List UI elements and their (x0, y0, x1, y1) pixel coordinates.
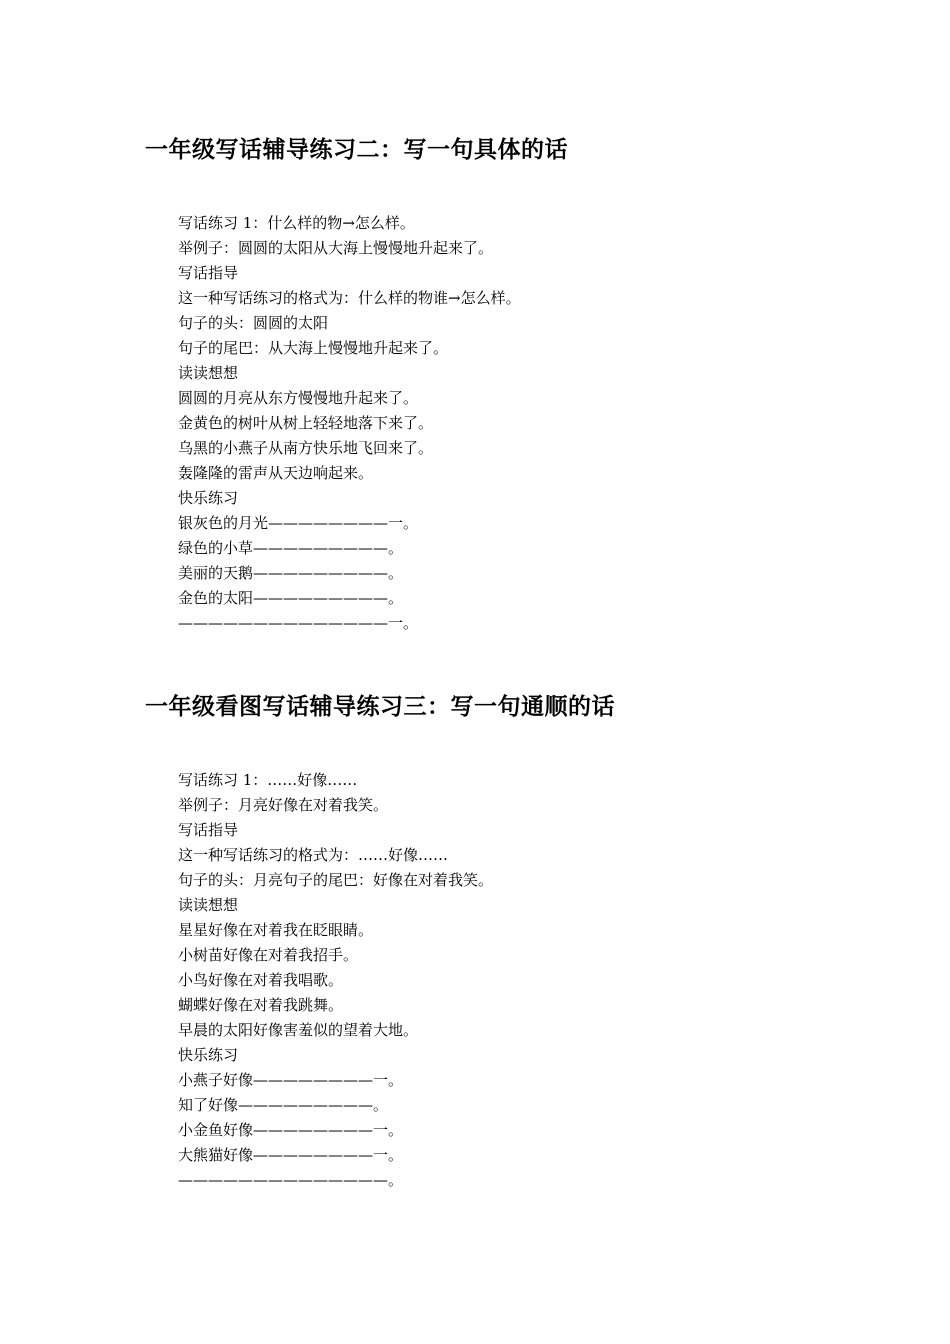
body-line: 小树苗好像在对着我招手。 (178, 946, 359, 964)
practice-blank-line: 小金鱼好像————————一。 (178, 1121, 404, 1139)
body-line: 写话练习 1：什么样的物→怎么样。 (178, 214, 415, 232)
practice-blank-line: 知了好像—————————。 (178, 1096, 389, 1114)
body-line: 蝴蝶好像在对着我跳舞。 (178, 996, 344, 1014)
section-body (178, 768, 493, 1193)
body-line: 写话练习 1：……好像…… (178, 771, 358, 789)
practice-blank-line: 小燕子好像————————一。 (178, 1071, 404, 1089)
practice-blank-line: 绿色的小草—————————。 (178, 539, 404, 557)
body-line: 读读想想 (178, 364, 239, 382)
practice-blank-line: ——————————————。 (178, 1171, 404, 1189)
body-line: 句子的尾巴：从大海上慢慢地升起来了。 (178, 339, 449, 357)
body-line: 小鸟好像在对着我唱歌。 (178, 971, 344, 989)
body-line: 星星好像在对着我在眨眼睛。 (178, 921, 374, 939)
body-line: 快乐练习 (178, 489, 239, 507)
body-line: 句子的头：月亮句子的尾巴：好像在对着我笑。 (178, 871, 494, 889)
body-line: 写话指导 (178, 821, 239, 839)
body-line: 圆圆的月亮从东方慢慢地升起来了。 (178, 389, 419, 407)
body-line: 轰隆隆的雷声从天边响起来。 (178, 464, 374, 482)
section-body (178, 211, 521, 636)
body-line: 早晨的太阳好像害羞似的望着大地。 (178, 1021, 419, 1039)
body-line: 读读想想 (178, 896, 239, 914)
body-line: 快乐练习 (178, 1046, 239, 1064)
body-line: 写话指导 (178, 264, 239, 282)
body-line: 举例子：圆圆的太阳从大海上慢慢地升起来了。 (178, 239, 494, 257)
practice-blank-line: 大熊猫好像————————一。 (178, 1146, 404, 1164)
body-line: 这一种写话练习的格式为：什么样的物谁→怎么样。 (178, 289, 521, 307)
practice-blank-line: 金色的太阳—————————。 (178, 589, 404, 607)
practice-blank-line: 美丽的天鹅—————————。 (178, 564, 404, 582)
body-line: 句子的头：圆圆的太阳 (178, 314, 329, 332)
practice-blank-line: 银灰色的月光————————一。 (178, 514, 419, 532)
section-title: 一年级写话辅导练习二：写一句具体的话 (145, 137, 568, 163)
body-line: 乌黑的小燕子从南方快乐地飞回来了。 (178, 439, 434, 457)
section-title: 一年级看图写话辅导练习三：写一句通顺的话 (145, 694, 615, 720)
body-line: 金黄色的树叶从树上轻轻地落下来了。 (178, 414, 434, 432)
body-line: 举例子：月亮好像在对着我笑。 (178, 796, 389, 814)
practice-blank-line: ——————————————一。 (178, 614, 419, 632)
body-line: 这一种写话练习的格式为：……好像…… (178, 846, 449, 864)
